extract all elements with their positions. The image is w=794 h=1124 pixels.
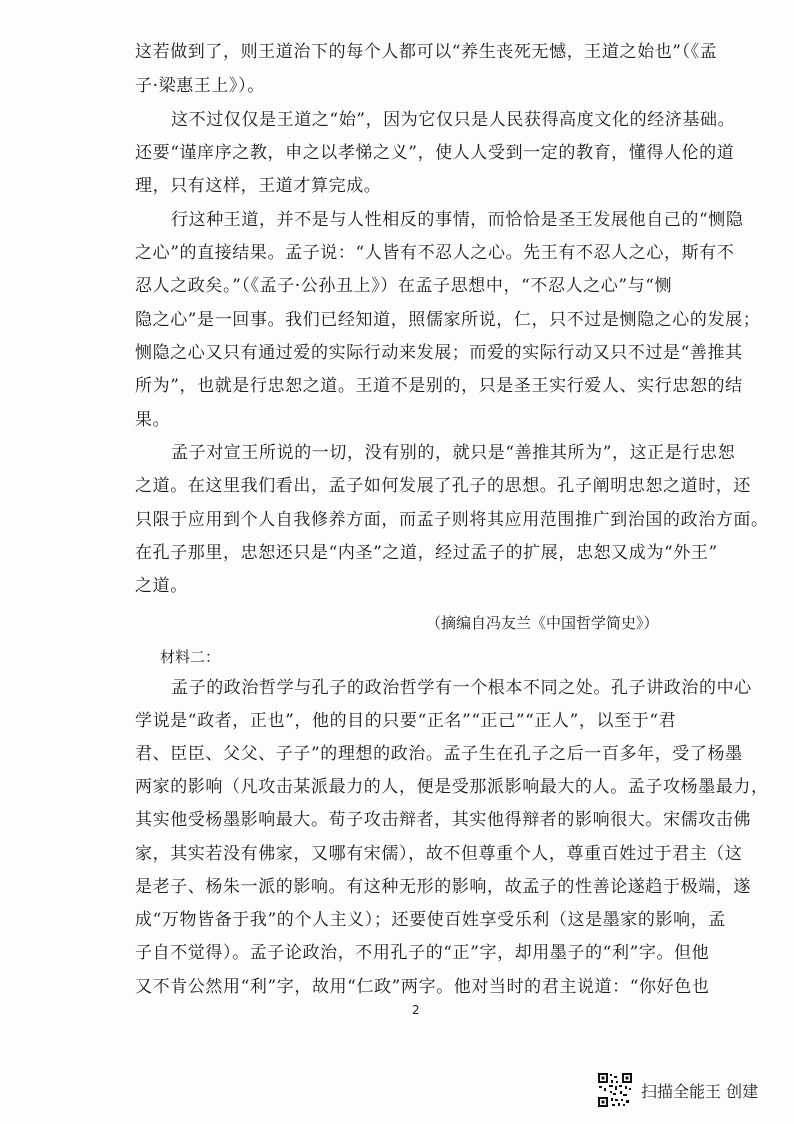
paragraph-line: 隐之心”是一回事。我们已经知道，照儒家所说，仁，只不过是恻隐之心的发展； [135, 310, 761, 330]
paragraph-line: 所为”，也就是行忠恕之道。王道不是别的，只是圣王实行爱人、实行忠恕的结 [135, 376, 743, 396]
paragraph-line: 行这种王道，并不是与人性相反的事情，而恰恰是圣王发展他自己的“恻隐 [171, 210, 744, 230]
material-two-heading: 材料二： [160, 648, 221, 666]
paragraph-line: 成“万物皆备于我”的个人主义）；还要使百姓享受乐利（这是墨家的影响，孟 [135, 910, 726, 930]
page-number: 2 [412, 1003, 420, 1017]
paragraph-line: 只限于应用到个人自我修养方面，而孟子则将其应用范围推广到治国的政治方面。 [135, 510, 769, 530]
paragraph-line: 君、臣臣、父父、子子”的理想的政治。孟子生在孔子之后一百多年，受了杨墨 [135, 744, 743, 764]
paragraph-line: 之道。 [135, 576, 188, 596]
paragraph-line: 理，只有这样，王道才算完成。 [135, 176, 382, 196]
paragraph-line: 这若做到了，则王道治下的每个人都可以“养生丧死无憾，王道之始也”（《孟 [135, 42, 718, 62]
paragraph-line: 孟子的政治哲学与孔子的政治哲学有一个根本不同之处。孔子讲政治的中心 [171, 678, 752, 698]
paragraph-line: 又不肯公然用“利”字，故用“仁政”两字。他对当时的君主说道：“你好色也 [135, 977, 710, 997]
source-citation: （摘编自冯友兰《中国哲学简史》） [426, 614, 659, 632]
paragraph-line: 还要“谨庠序之教，申之以孝悌之义”，使人人受到一定的教育，懂得人伦的道 [135, 143, 735, 163]
paragraph-line: 学说是“政者，正也”，他的目的只要“正名”“正己”“正人”，以至于“君 [135, 711, 677, 731]
paragraph-line: 这不过仅仅是王道之“始”，因为它仅只是人民获得高度文化的经济基础。 [171, 110, 736, 130]
paragraph-line: 在孔子那里，忠恕还只是“内圣”之道，经过孟子的扩展，忠恕又成为“外王” [135, 543, 718, 563]
paragraph-line: 其实他受杨墨影响最大。荀子攻击辩者，其实他得辩者的影响很大。宋儒攻击佛 [135, 810, 751, 830]
paragraph-line: 之心”的直接结果。孟子说：“人皆有不忍人之心。先王有不忍人之心，斯有不 [135, 243, 735, 263]
scanner-label: 扫描全能王 创建 [641, 1081, 759, 1101]
paragraph-line: 两家的影响（凡攻击某派最力的人，便是受那派影响最大的人。孟子攻杨墨最力， [135, 777, 769, 797]
paragraph-line: 果。 [135, 410, 171, 430]
paragraph-line: 忍人之政矣。”（《孟子·公孙丑上》）在孟子思想中，“不忍人之心”与“恻 [135, 276, 673, 296]
paragraph-line: 孟子对宣王所说的一切，没有别的，就只是“善推其所为”，这正是行忠恕 [171, 443, 736, 463]
paragraph-line: 子自不觉得）。孟子论政治，不用孔子的“正”字，却用墨子的“利”字。但他 [135, 943, 710, 963]
paragraph-line: 家，其实若没有佛家，又哪有宋儒），故不但尊重个人，尊重百姓过于君主（这 [135, 844, 743, 864]
paragraph-line: 之道。在这里我们看出，孟子如何发展了孔子的思想。孔子阐明忠恕之道时，还 [135, 476, 751, 496]
qr-code-icon [597, 1072, 633, 1108]
paragraph-line: 是老子、杨朱一派的影响。有这种无形的影响，故孟子的性善论遂趋于极端，遂 [135, 877, 751, 897]
scanner-watermark [597, 1072, 758, 1108]
paragraph-line: 恻隐之心又只有通过爱的实际行动来发展；而爱的实际行动又只不过是“善推其 [135, 343, 743, 363]
paragraph-line: 子·梁惠王上》）。 [135, 76, 265, 96]
